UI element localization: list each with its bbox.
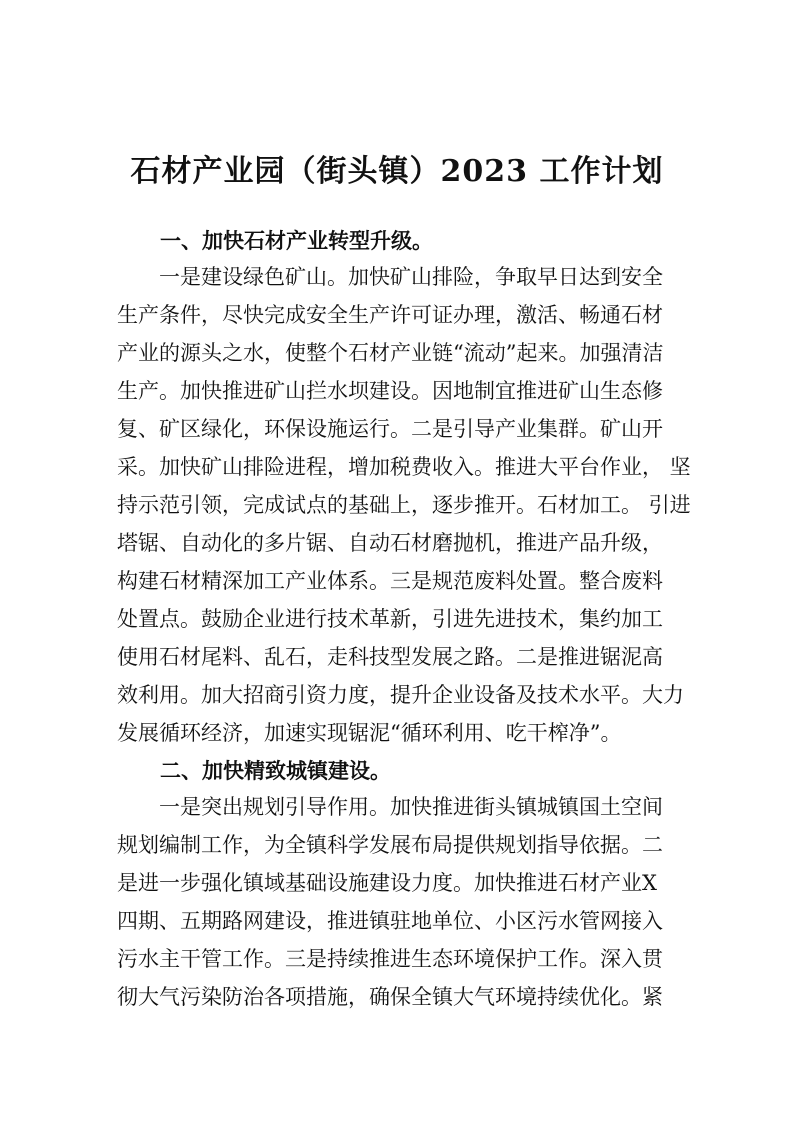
page-title: 石材产业园（街头镇）2023 工作计划 [130, 154, 664, 190]
paragraph-line: 彻大气污染防治各项措施，确保全镇大气环境持续优化。紧 [117, 985, 663, 1009]
paragraph-line: 使用石材尾料、乱石，走科技型发展之路。二是推进锯泥高 [117, 645, 663, 669]
paragraph-line: 污水主干管工作。三是持续推进生态环境保护工作。深入贯 [117, 947, 663, 971]
section-heading-2: 二、加快精致城镇建设。 [160, 759, 391, 783]
section-paragraph-1 [117, 258, 691, 752]
paragraph-line: 复、矿区绿化，环保设施运行。二是引导产业集群。矿山开 [117, 417, 663, 441]
paragraph-line: 塔锯、自动化的多片锯、自动石材磨抛机，推进产品升级， [117, 531, 663, 555]
section-paragraph-2 [117, 788, 687, 1016]
paragraph-line: 是进一步强化镇域基础设施建设力度。加快推进石材产业X [117, 871, 657, 895]
paragraph-line: 产业的源头之水，使整个石材产业链“流动”起来。加强清洁 [117, 341, 664, 365]
paragraph-line: 一是突出规划引导作用。加快推进街头镇城镇国土空间 [117, 795, 663, 819]
paragraph-line: 处置点。鼓励企业进行技术革新，引进先进技术，集约加工 [117, 607, 663, 631]
section-heading-1: 一、加快石材产业转型升级。 [160, 229, 433, 253]
paragraph-line: 采。加快矿山排险进程，增加税费收入。推进大平台作业， 坚 [117, 455, 691, 479]
paragraph-line: 发展循环经济，加速实现锯泥“循环利用、吃干榨净”。 [117, 721, 622, 745]
paragraph-line: 效利用。加大招商引资力度，提升企业设备及技术水平。大力 [117, 683, 684, 707]
paragraph-line: 生产条件，尽快完成安全生产许可证办理，激活、畅通石材 [117, 303, 663, 327]
paragraph-line: 一是建设绿色矿山。加快矿山排险，争取早日达到安全 [117, 265, 663, 289]
paragraph-line: 构建石材精深加工产业体系。三是规范废料处置。整合废料 [117, 569, 663, 593]
paragraph-line: 规划编制工作，为全镇科学发展布局提供规划指导依据。二 [117, 833, 663, 857]
paragraph-line: 四期、五期路网建设，推进镇驻地单位、小区污水管网接入 [117, 909, 663, 933]
paragraph-line: 生产。加快推进矿山拦水坝建设。因地制宜推进矿山生态修 [117, 379, 663, 403]
paragraph-line: 持示范引领，完成试点的基础上，逐步推开。石材加工。 引进 [117, 493, 691, 517]
